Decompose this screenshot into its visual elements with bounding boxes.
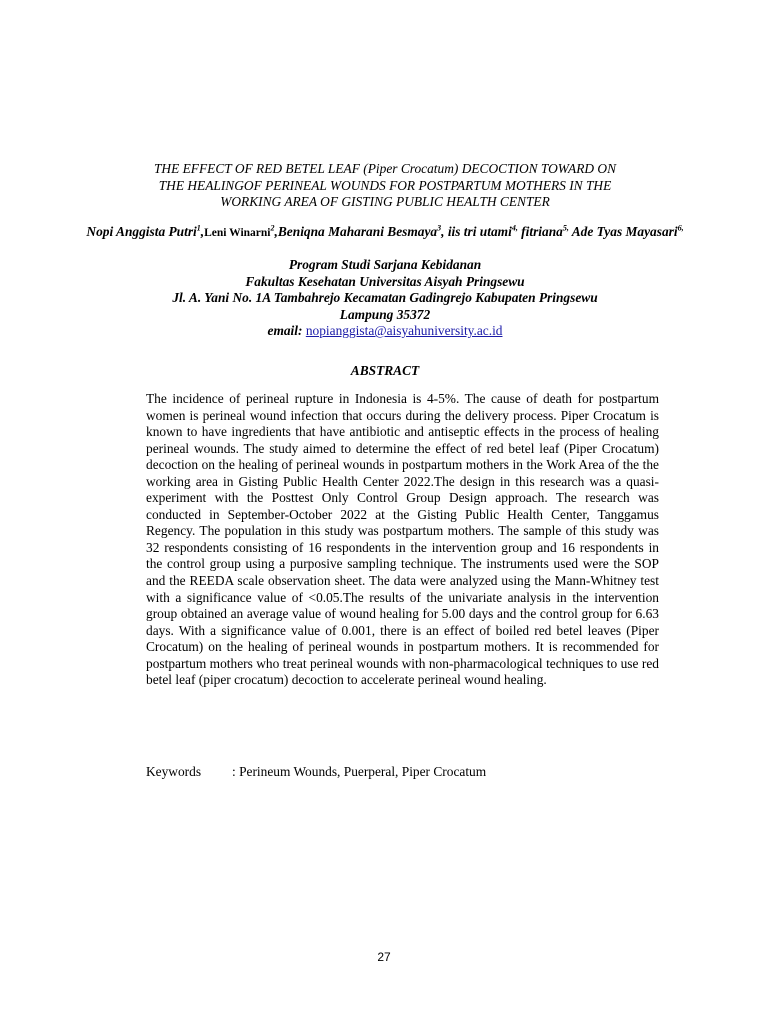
email-line [120,323,650,340]
abstract-body: The incidence of perineal rupture in Indonesia is 4-5%. The cause of death for postpartum women is perineal wound infection that occurs during the delivery process. Piper Crocatum is known to have ingredients that have antibiotic and antiseptic effects in the process of healing perineal wounds. The study aimed to determine the effect of red betel leaf (Piper Crocatum) decoction on the healing of perineal wounds in postpartum mothers in the Work Area of the the working area in Gisting Public Health Center 2022.The design in this research was a quasi-experiment with the Posttest Only Control Group Design approach. The research was conducted in September-October 2022 at the Gisting Public Health Center, Tanggamus Regency. The population in this study was postpartum mothers. The sample of this study was 32 respondents consisting of 16 respondents in the intervention group and 16 respondents in the control group using a purposive sampling technique. The instruments used were the SOP and the REEDA scale observation sheet. The data were analyzed using the Mann-Whitney test with a significance value of <0.05.The results of the univariate analysis in the intervention group obtained an average value of wound healing for 5.00 days and the control group for 6.63 days. With a significance value of 0.001, there is an effect of boiled red betel leaves (Piper Crocatum) on the healing of perineal wounds in postpartum mothers. It is recommended for postpartum mothers who treat perineal wounds with non-pharmacological techniques to use red betel leaf (piper crocatum) decoction to accelerate perineal wound healing. [146,391,659,688]
affiliation-block [120,257,650,340]
author-4: iis tri utami [447,224,512,239]
affiliation-program: Program Studi Sarjana Kebidanan [288,257,482,272]
page-number: 27 [377,950,391,964]
author-1-affil: 1 [196,223,201,233]
affiliation-city: Lampung 35372 [339,306,431,322]
author-6: Ade Tyas Mayasari [571,224,678,239]
author-3-affil: 3 [437,223,442,233]
title-line-2: THE HEALINGOF PERINEAL WOUNDS FOR POSTPARTUM MOTHERS IN THE [158,177,612,193]
keywords-line [146,764,486,780]
author-4-affil: 4, [511,223,518,233]
author-list: Nopi Anggista Putri$^1$,Leni Winarni$^2$,Beniqna Maharani Besmaya$^3$, iis tri utami$^{4,}$ fitriana$^{5,}$ Ade Tyas Mayasari$^{6,}$ [86,223,684,239]
author-5-affil: 5, [562,223,569,233]
keywords-value: : Perineum Wounds, Puerperal, Piper Crocatum [232,764,487,779]
author-6-affil: 6, [677,223,684,233]
affiliation-faculty: Fakultas Kesehatan Universitas Aisyah Pringsewu [245,273,525,289]
paper-title [120,161,650,211]
title-line-3: WORKING AREA OF GISTING PUBLIC HEALTH CENTER [220,194,550,209]
email-link[interactable]: nopianggista@aisyahuniversity.ac.id [305,323,503,338]
email-label: email: [267,323,303,338]
author-2: Leni Winarni [204,227,271,239]
title-line-1: THE EFFECT OF RED BETEL LEAF (Piper Crocatum) DECOCTION TOWARD ON [153,161,617,176]
author-1: Nopi Anggista Putri [86,224,197,239]
author-3: Beniqna Maharani Besmaya [277,224,438,239]
abstract-heading: ABSTRACT [350,363,420,378]
author-5: fitriana [521,224,563,239]
keywords-label: Keywords [146,764,202,779]
author-2-affil: 2 [270,223,275,233]
affiliation-address: Jl. A. Yani No. 1A Tambahrejo Kecamatan Gadingrejo Kabupaten Pringsewu [172,290,598,305]
